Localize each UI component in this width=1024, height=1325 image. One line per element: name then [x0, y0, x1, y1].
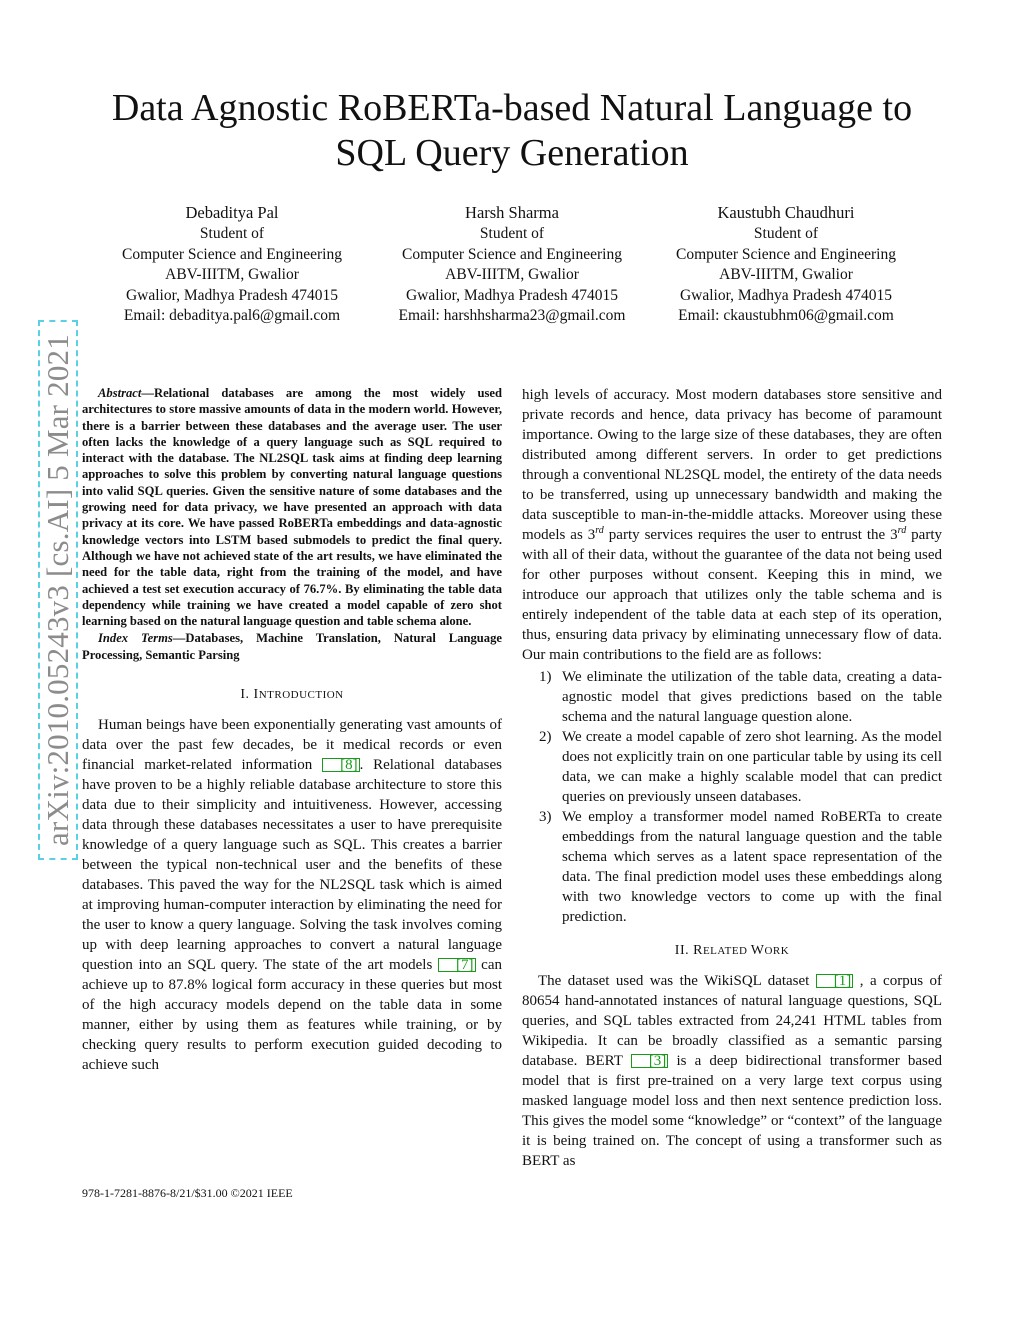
copyright-footnote: 978-1-7281-8876-8/21/$31.00 ©2021 IEEE: [82, 1186, 293, 1200]
author-role: Student of: [753, 225, 819, 242]
author-institute: ABV-IIITM, Gwalior: [165, 266, 299, 283]
author-location: Gwalior, Madhya Pradesh 474015: [125, 286, 339, 304]
author-1: [87, 202, 377, 327]
citation-link[interactable]: [7]: [438, 958, 476, 972]
paper-title: Data Agnostic RoBERTa-based Natural Language to SQL Query Generation: [111, 87, 913, 174]
arxiv-stamp[interactable]: arXiv:2010.05243v3 [cs.AI] 5 Mar 2021: [38, 320, 78, 860]
citation-link[interactable]: [1]: [816, 974, 854, 988]
author-dept: Computer Science and Engineering: [676, 245, 896, 263]
index-terms-label: Index Terms: [98, 631, 173, 646]
author-dept: Computer Science and Engineering: [122, 245, 342, 263]
right-column: [522, 385, 942, 1171]
author-role: Student of: [479, 225, 545, 242]
left-column: [82, 385, 502, 1075]
citation-link[interactable]: [8]: [322, 758, 360, 772]
intro-paragraph: Human beings have been exponentially generating vast amounts of data over the past few decades, be it medical records or even financial market-related information [8] . Relational databases have proven to be a highly reliable database architecture to store this data due to their simplicity and intuitiveness. However, accessing data through these databases necessitates a user to have prerequisite knowledge of a query language such as SQL. This creates a barrier between the typical non-technical user and the benefits of these databases. This paved the way for the NL2SQL task which is aimed at improving human-computer interaction by eliminating the need for the user to know a query language. Solving the task involves coming up with deep learning approaches to convert a natural language question into an SQL query. The state of the art models [7] can achieve up to 87.8% logical form accuracy in these queries but most of the high accuracy models depend on the table data in some manner, either by using them as features while training, or by checking query results to perform execution guided decoding to achieve such: [82, 717, 503, 1074]
author-email: Email: harshhsharma23@gmail.com: [398, 307, 626, 324]
list-item: 3) We employ a transformer model named RoBERTa to create embeddings from the natural language question and the table schema which serves as a latent space representation of the data. The final prediction model uses these embeddings along with two knowledge vectors to come up with the final prediction.: [539, 809, 942, 925]
author-name: Debaditya Pal: [185, 203, 279, 222]
contributions-list: [522, 667, 942, 927]
index-terms-text: —Databases, Machine Translation, Natural Language Processing, Semantic Parsing: [82, 631, 502, 662]
author-name: Kaustubh Chaudhuri: [717, 203, 855, 222]
author-email: Email: ckaustubhm06@gmail.com: [678, 307, 894, 324]
author-role: Student of: [199, 225, 265, 242]
section-heading-introduction: I. INTRODUCTION: [240, 687, 344, 703]
author-institute: ABV-IIITM, Gwalior: [719, 266, 853, 283]
author-3: [641, 202, 931, 327]
abstract-label: Abstract: [98, 386, 142, 400]
author-name: Harsh Sharma: [465, 203, 559, 222]
author-email: Email: debaditya.pal6@gmail.com: [123, 307, 341, 324]
author-dept: Computer Science and Engineering: [402, 245, 622, 263]
author-location: Gwalior, Madhya Pradesh 474015: [679, 286, 893, 304]
citation-link[interactable]: [3]: [631, 1054, 669, 1068]
intro-continued-paragraph: high levels of accuracy. Most modern databases store sensitive and private records and hence, data privacy has become of paramount importance. Owing to the large size of these databases, they are often distributed among different servers. In order to get predictions through a conventional NL2SQL model, the entirety of the data needs to be transferred, using up unnecessary bandwidth and making the data susceptible to man-in-the-middle attacks. Moreover using these models as 3rd party services requires the user to entrust the 3rd party with all of their data, without the guarantee of the data not being used for other purposes without consent. Keeping this in mind, we introduce our approach that utilizes only the table schema and is entirely independent of the table data at each step of its operation, thus, ensuring data privacy by eliminating unnecessary flow of data. Our main contributions to the field are as follows:: [522, 387, 942, 663]
section-heading-related-work: II. RELATED WORK: [674, 943, 790, 958]
author-location: Gwalior, Madhya Pradesh 474015: [405, 286, 619, 304]
author-institute: ABV-IIITM, Gwalior: [445, 266, 579, 283]
list-item: 2) We create a model capable of zero shot learning. As the model does not explicitly train on one particular table by using its cell data, we can make a highly scalable model that can predict queries on previously unseen databases.: [539, 729, 942, 805]
list-item: 1) We eliminate the utilization of the table data, creating a data-agnostic model that gives predictions based on the table schema and the natural language question alone.: [539, 669, 942, 725]
abstract: [82, 385, 502, 629]
related-work-paragraph: The dataset used was the WikiSQL dataset [1] , a corpus of 80654 hand-annotated instances of natural language questions, SQL queries, and SQL tables extracted from 24,241 HTML tables from Wikipedia. It can be broadly classified as a semantic parsing database. BERT [3] is a deep bidirectional transformer based model that is first pre-trained on a very large text corpus using masked language model loss and then next sentence prediction loss. This gives the model some “knowledge” or “context” of the language it is being trained on. The concept of using a transformer such as BERT as: [522, 973, 942, 1169]
abstract-text: —Relational databases are among the most widely used architectures to store massive amounts of data in the modern world. However, there is a barrier between these databases and the average user. The user often lacks the knowledge of a query language such as SQL required to interact with the database. The NL2SQL task aims at finding deep learning approaches to solve this problem by converting natural language questions into valid SQL queries. Given the sensitive nature of some databases and the growing need for data privacy, we have presented an approach with data privacy at its core. We have passed RoBERTa embeddings and data-agnostic knowledge vectors into LSTM based submodels to predict the final query. Although we have not achieved state of the art results, we have eliminated the need for the table data, right from the training of the model, and have achieved a test set execution accuracy of 76.7%. By eliminating the table data dependency while training we have created a model capable of zero shot learning based on the natural language question and table schema alone.: [82, 386, 502, 629]
author-2: [367, 202, 657, 327]
index-terms: [82, 630, 502, 663]
